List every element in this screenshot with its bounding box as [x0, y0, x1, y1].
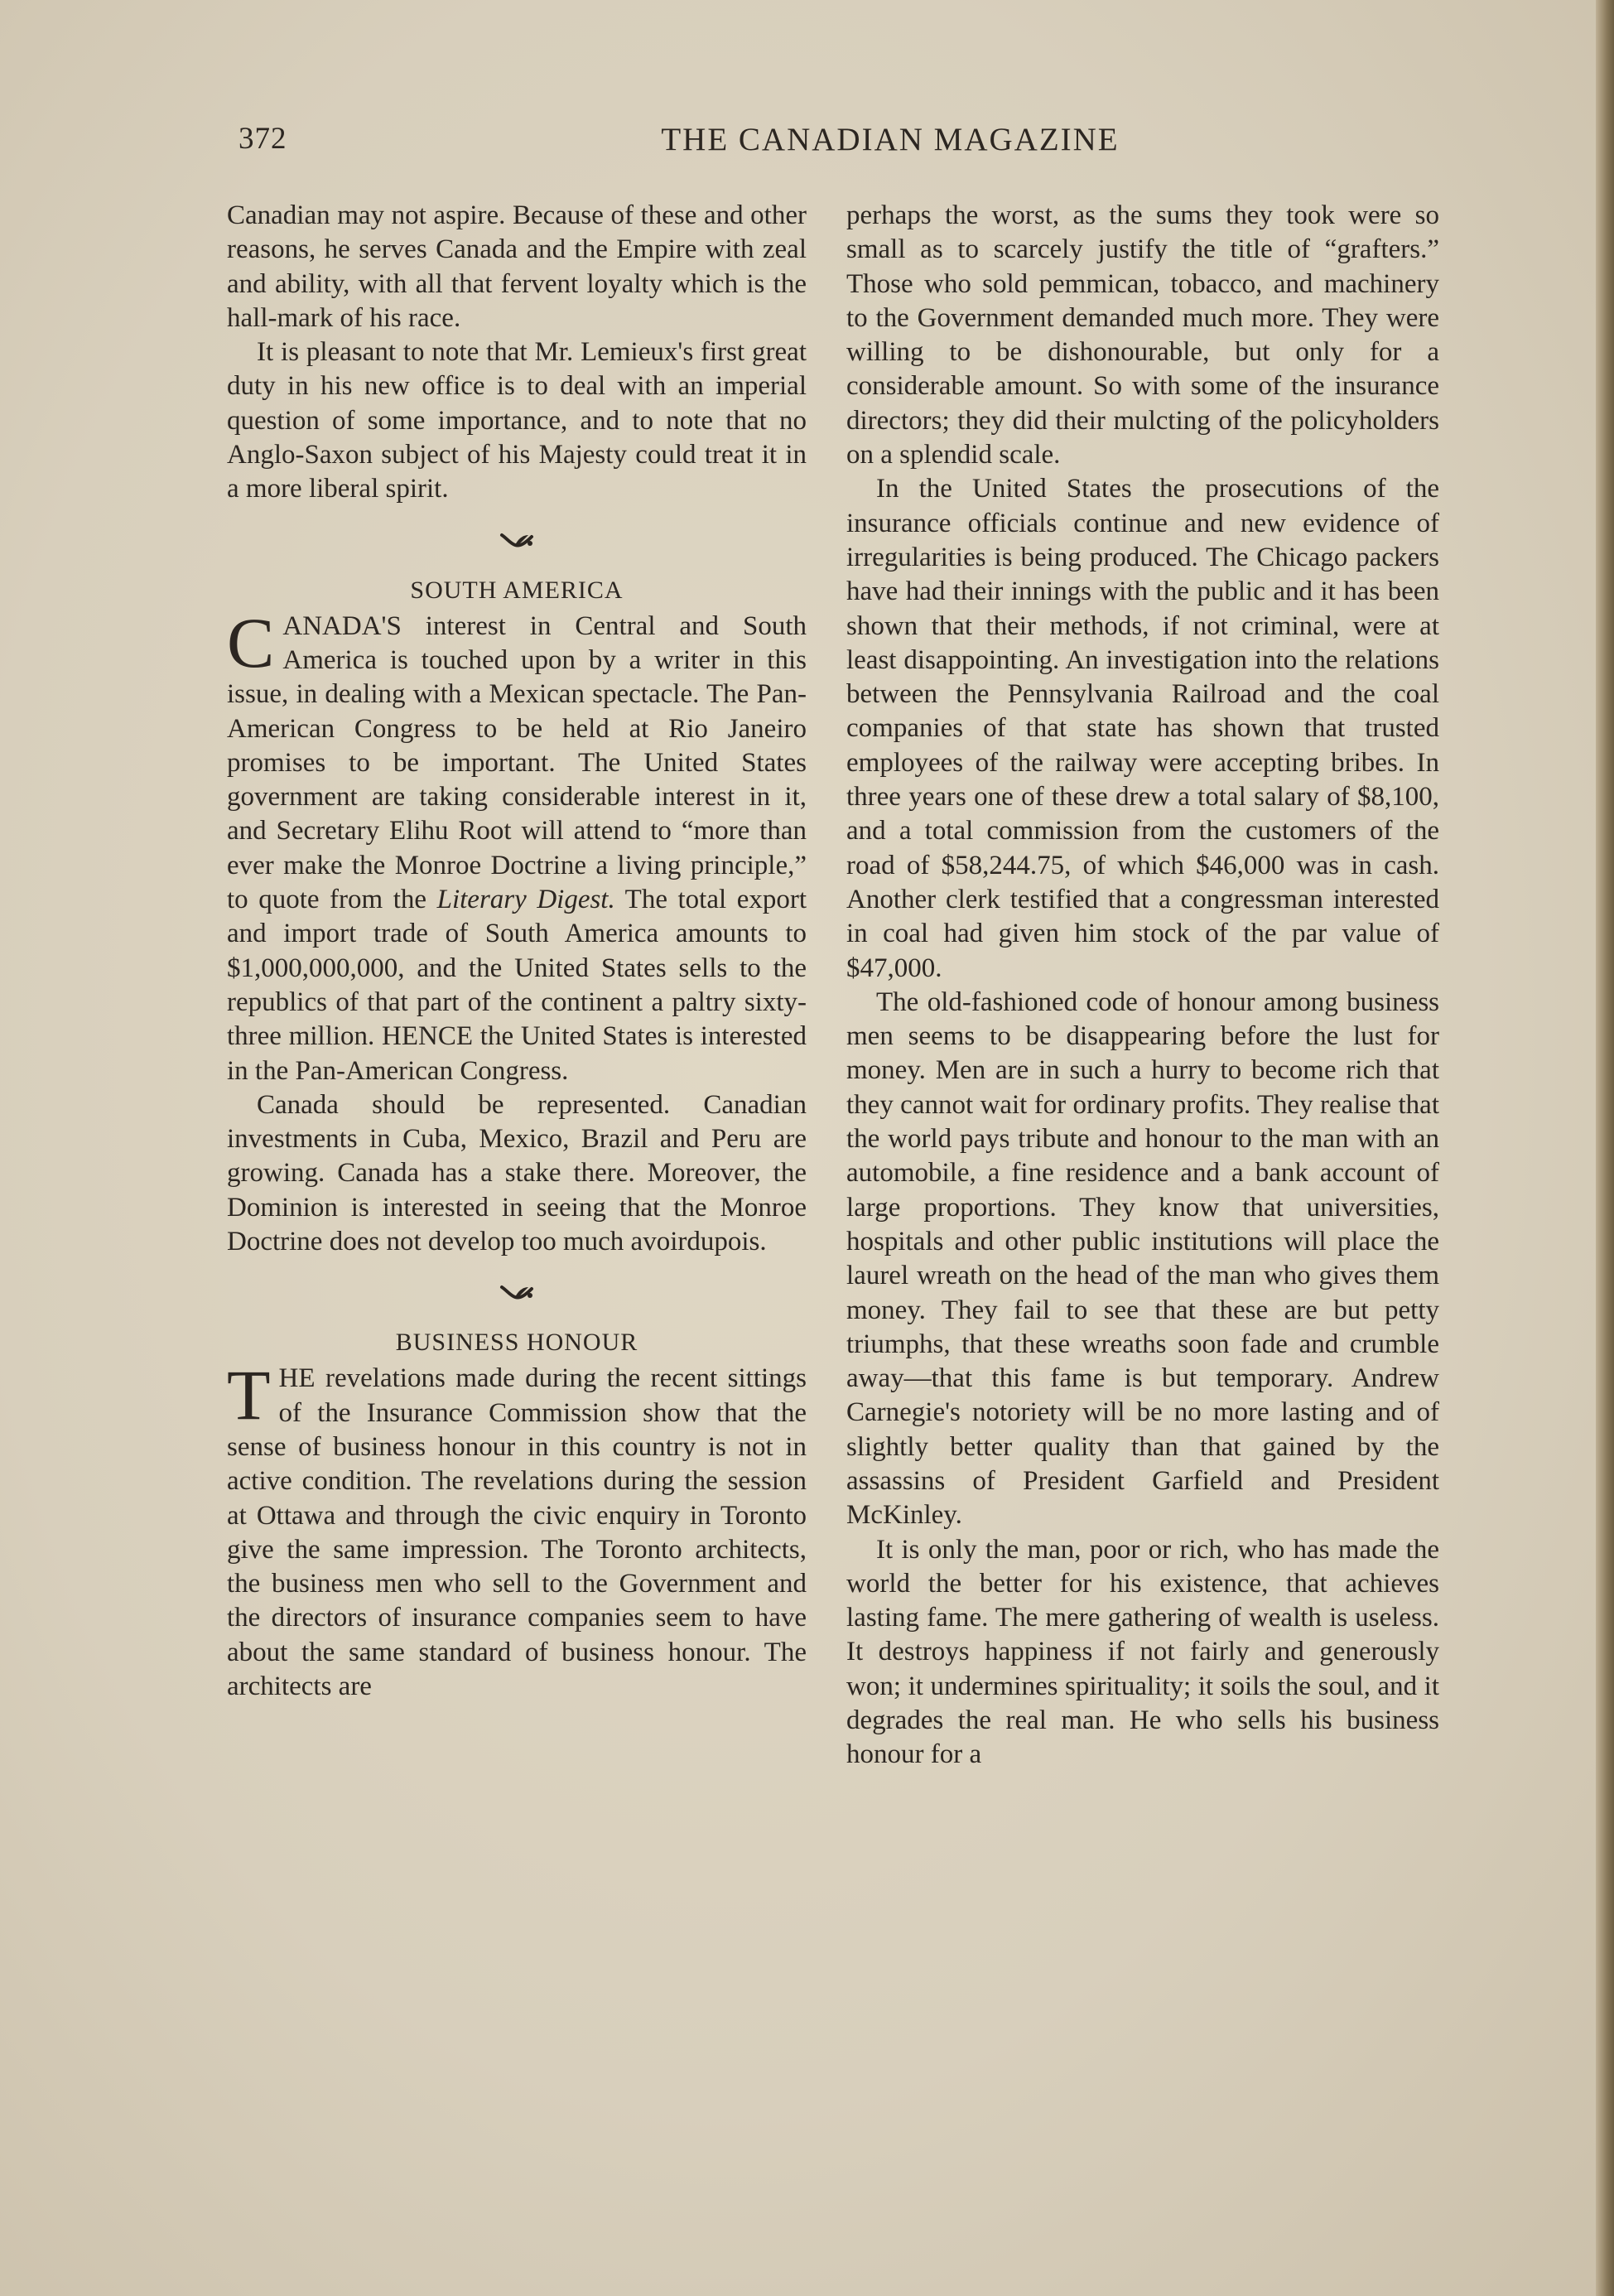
section-heading-business-honour: BUSINESS HONOUR	[395, 1329, 638, 1357]
united-states-paragraph: In the United States the prosecutions of the insurance officials continue and new evidence of irregularities is being produced. The Chicago packers have had their innings with the public and it has been shown that their methods, if not criminal, were at least disappointing. An investigation into the relations between the Pennsylvania Railroad and the coal companies of that state has shown that trusted employees of the railway were accepting bribes. In three years one of these drew a total salary of $8,100, and a total commission from the customers of the road of $58,244.75, of which $46,000 was in cash. Another clerk testified that a congressman interested in coal had given him stock of the par value of $47,000.	[846, 474, 1439, 983]
running-header	[224, 121, 1441, 171]
code-of-honour-paragraph: The old-fashioned code of honour among business men seems to be disappearing before the lust for money. Men are in such a hurry to become rich that they cannot wait for ordinary profits. They realise that the world pays tribute and honour to the man with an automobile, a fine residence and a bank account of large proportions. They know that universities, hospitals and other public institutions will place the laurel wreath on the head of the man who gives them money. They fail to see that these are but petty triumphs, that these wreaths soon fade and crumble away—that this fame is but temporary. Andrew Carnegie's notoriety will be no more lasting and of slightly better quality than that gained by the assassins of President Garfield and President McKinley.	[846, 986, 1439, 1531]
fleuron-icon	[499, 530, 535, 552]
grafters-paragraph: perhaps the worst, as the sums they took were so small as to scarcely justify the title of “grafters.” Those who sold pemmican, tobacco, and machinery to the Government demanded much more. They were willing to be dishonourable, but only for a considerable amount. So with some of the insurance directors; they did their mulcting of the policyholders on a splendid scale.	[846, 200, 1439, 470]
left-column	[227, 199, 807, 1704]
paragraph-text: revelations made during the recent sittings of the Insurance Commission show that the sense of business honour in this country is not in active condition. The revelations during the session at Ottawa and through the civic enquiry in Toronto give the same impression. The Toronto architects, the business men who sell to the Government and the directors of insurance companies seem to have about the same standard of business honour. The architects are	[227, 1363, 807, 1701]
page-number: 372	[238, 122, 287, 156]
south-america-paragraph-1	[227, 602, 807, 1088]
lemieux-paragraph: It is pleasant to note that Mr. Lemieux's first great duty in his new office is to deal with an imperial question of some importance, and to note that no Anglo-Saxon subject of his Majesty could treat it in a more liberal spirit.	[227, 337, 807, 504]
section-ornament	[227, 507, 807, 575]
paragraph-text: interest in Central and South America is touched upon by a writer in this issue, in dealing with a Mexican spectacle. The Pan-American Congress to be held at Rio Janeiro promises to be important. The United States government are taking considerable interest in it, and Secretary Elihu Root will attend to “more than ever make the Monroe Doctrine a living principle,” to quote from the	[227, 610, 807, 915]
magazine-title: THE CANADIAN MAGAZINE	[661, 122, 1120, 157]
italic-title: Literary Digest.	[436, 885, 615, 915]
lead-word: ANADA'S	[282, 610, 402, 641]
business-honour-paragraph-1	[227, 1355, 807, 1704]
section-heading-south-america: SOUTH AMERICA	[410, 576, 624, 604]
drop-cap: C	[227, 602, 275, 683]
section-ornament	[227, 1259, 807, 1327]
page-edge-shadow	[1596, 0, 1614, 2296]
fleuron-icon	[499, 1282, 535, 1304]
south-america-paragraph-2: Canada should be represented. Canadian investments in Cuba, Mexico, Brazil and Peru are growing. Canada has a stake there. Moreover, the Dominion is interested in seeing that the Monroe Doctrine does not develop too much avoirdupois.	[227, 1089, 807, 1257]
right-column	[846, 199, 1439, 1773]
drop-cap: T	[227, 1355, 271, 1435]
paragraph-text: The total export and import trade of South America amounts to $1,000,000,000, and the United States sells to the republics of that part of the continent a paltry sixty-three million. HENCE the United States is interested in the Pan-American Congress.	[227, 885, 807, 1086]
continued-paragraph: Canadian may not aspire. Because of these and other reasons, he serves Canada and the Empire with zeal and ability, with all that fervent loyalty which is the hall-mark of his race.	[227, 200, 807, 333]
lead-word: HE	[278, 1363, 316, 1394]
lasting-fame-paragraph: It is only the man, poor or rich, who has made the world the better for his existence, that achieves lasting fame. The mere gathering of wealth is useless. It destroys happiness if not fairly and generously won; it undermines spirituality; it soils the soul, and it degrades the real man. He who sells his business honour for a	[846, 1534, 1439, 1770]
